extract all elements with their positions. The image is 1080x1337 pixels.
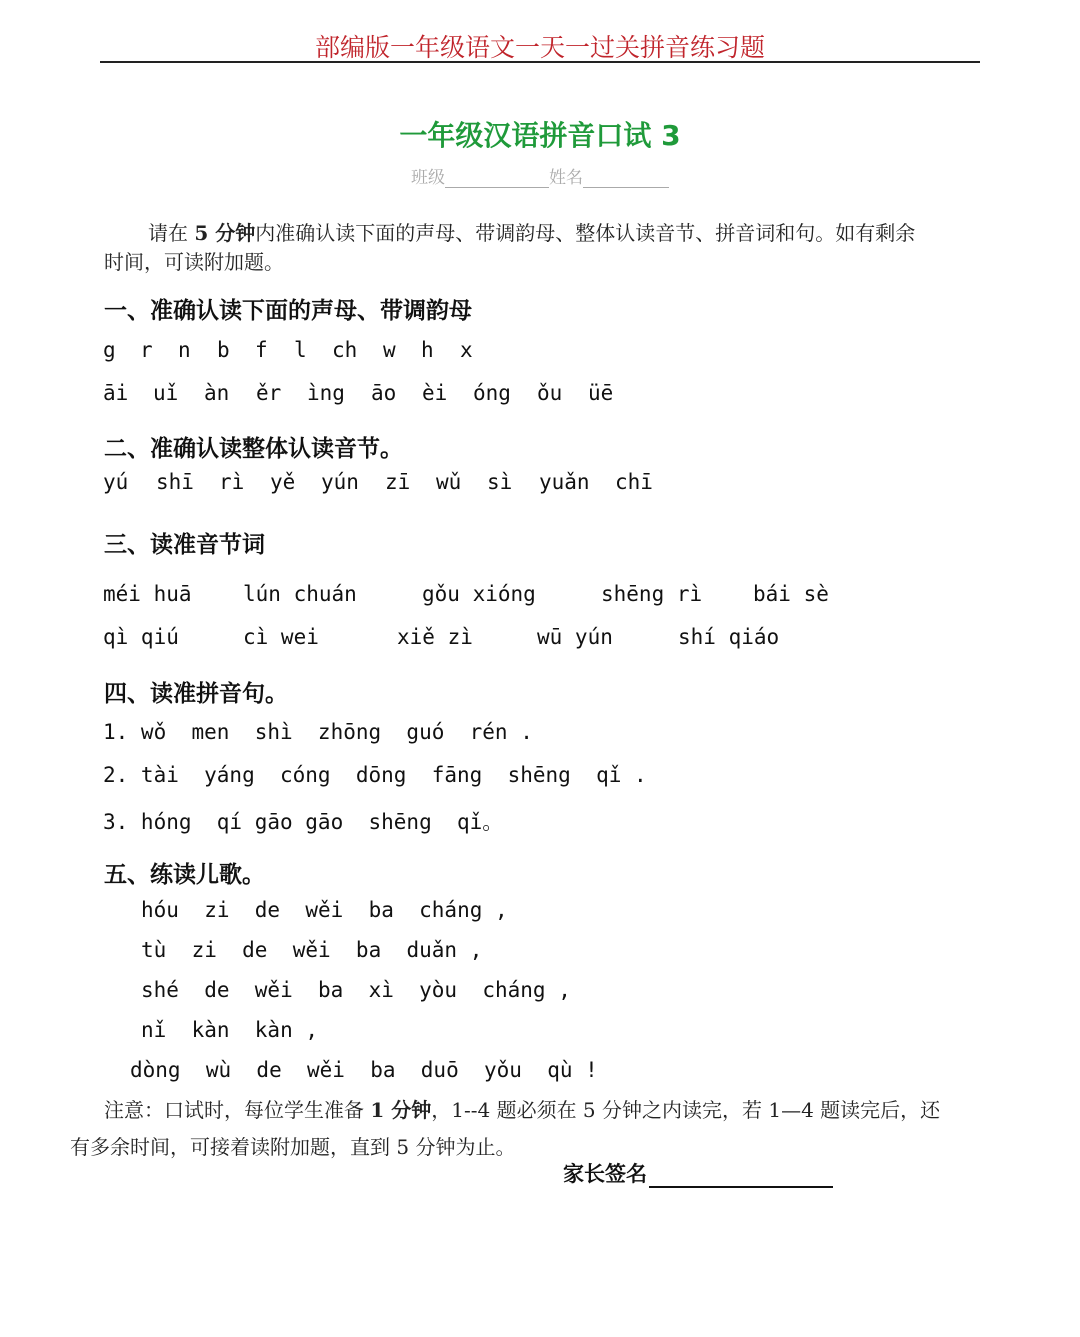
class-name-line [0, 163, 1080, 188]
sentence-text: 2. tài yáng cóng dōng fāng shēng qǐ . [103, 763, 647, 787]
word: bái sè [753, 582, 829, 606]
word: qì qiú [103, 625, 179, 649]
syllable: yuǎn [539, 470, 590, 494]
syllable: sì [487, 470, 513, 494]
note-line-1 [104, 1094, 940, 1123]
initial: b [217, 338, 230, 362]
syllable: rì [219, 470, 245, 494]
initial: h [421, 338, 434, 362]
section5-heading: 五、练读儿歌。 [104, 862, 265, 888]
final: óng [473, 381, 511, 405]
rhyme-line-5 [130, 1058, 598, 1082]
final: ěr [256, 381, 282, 405]
rhyme-text: shé de wěi ba xì yòu cháng , [141, 978, 571, 1002]
initial: g [103, 338, 116, 362]
syllable: zī [385, 470, 411, 494]
final: èi [422, 381, 448, 405]
syllable: yú [103, 470, 129, 494]
final: āi [103, 381, 129, 405]
final: üē [588, 381, 614, 405]
word: lún chuán [243, 582, 357, 606]
initial: w [383, 338, 396, 362]
final: ìng [307, 381, 345, 405]
syllable: yún [321, 470, 359, 494]
name-blank [583, 167, 669, 188]
header-banner: 部编版一年级语文一天一过关拼音练习题 [314, 33, 765, 62]
word: cì wei [243, 625, 319, 649]
note-line-2: 有多余时间，可接着读附加题，直到 5 分钟为止。 [70, 1135, 516, 1159]
initial: f [255, 338, 268, 362]
class-label: 班级 [411, 168, 445, 188]
signature-line[interactable] [649, 1162, 833, 1188]
word: shí qiáo [678, 625, 780, 649]
intro-bold: 5 分钟 [194, 221, 256, 245]
sentence-1 [103, 720, 533, 744]
initial: n [178, 338, 191, 362]
final: uǐ [153, 381, 179, 405]
name-label: 姓名 [549, 168, 583, 188]
parent-signature [563, 1158, 833, 1188]
word: wū yún [537, 625, 613, 649]
initial: x [460, 338, 473, 362]
rhyme-text: tù zi de wěi ba duǎn , [141, 938, 483, 962]
note-bold: 1 分钟 [370, 1098, 432, 1122]
section3-heading: 三、读准音节词 [104, 532, 265, 558]
syllable: chī [615, 470, 653, 494]
intro-line-2: 时间，可读附加题。 [104, 250, 284, 274]
signature-label: 家长签名 [563, 1161, 647, 1186]
rhyme-text: nǐ kàn kàn , [141, 1018, 319, 1042]
initial: r [140, 338, 153, 362]
word: shēng rì [601, 582, 703, 606]
class-blank [445, 167, 549, 188]
intro-text-b: 内准确认读下面的声母、带调韵母、整体认读音节、拼音词和句。如有剩余 [255, 221, 916, 245]
rhyme-line-2 [141, 938, 482, 962]
word: méi huā [103, 582, 192, 606]
final: āo [371, 381, 397, 405]
initial: l [294, 338, 307, 362]
section2-heading: 二、准确认读整体认读音节。 [104, 436, 403, 462]
section1-heading: 一、准确认读下面的声母、带调韵母 [104, 298, 472, 324]
syllable: shī [156, 470, 194, 494]
note-text-b: ，1--4 题必须在 5 分钟之内读完，若 1—4 题读完后，还 [431, 1098, 941, 1122]
initial: ch [332, 338, 358, 362]
word: xiě zì [397, 625, 473, 649]
sentence-3 [103, 806, 503, 836]
rhyme-line-1 [141, 898, 508, 922]
rhyme-text: dòng wù de wěi ba duō yǒu qù ! [130, 1058, 598, 1082]
final: ǒu [537, 381, 563, 405]
rhyme-line-3 [141, 978, 571, 1002]
header-rule [100, 61, 980, 63]
syllable: yě [270, 470, 296, 494]
syllable: wǔ [436, 470, 462, 494]
intro-text-a: 请在 [148, 221, 195, 245]
rhyme-line-4 [141, 1018, 318, 1042]
sentence-text: 3. hóng qí gāo gāo shēng qǐ。 [103, 810, 504, 834]
word: gǒu xióng [422, 582, 536, 606]
section4-heading: 四、读准拼音句。 [104, 681, 288, 707]
page-title: 一年级汉语拼音口试 3 [399, 119, 681, 152]
final: àn [204, 381, 230, 405]
sentence-text: 1. wǒ men shì zhōng guó rén . [103, 720, 533, 744]
note-text-a: 注意：口试时，每位学生准备 [104, 1098, 371, 1122]
intro-line-1 [148, 217, 915, 246]
sentence-2 [103, 763, 647, 787]
rhyme-text: hóu zi de wěi ba cháng , [141, 898, 508, 922]
